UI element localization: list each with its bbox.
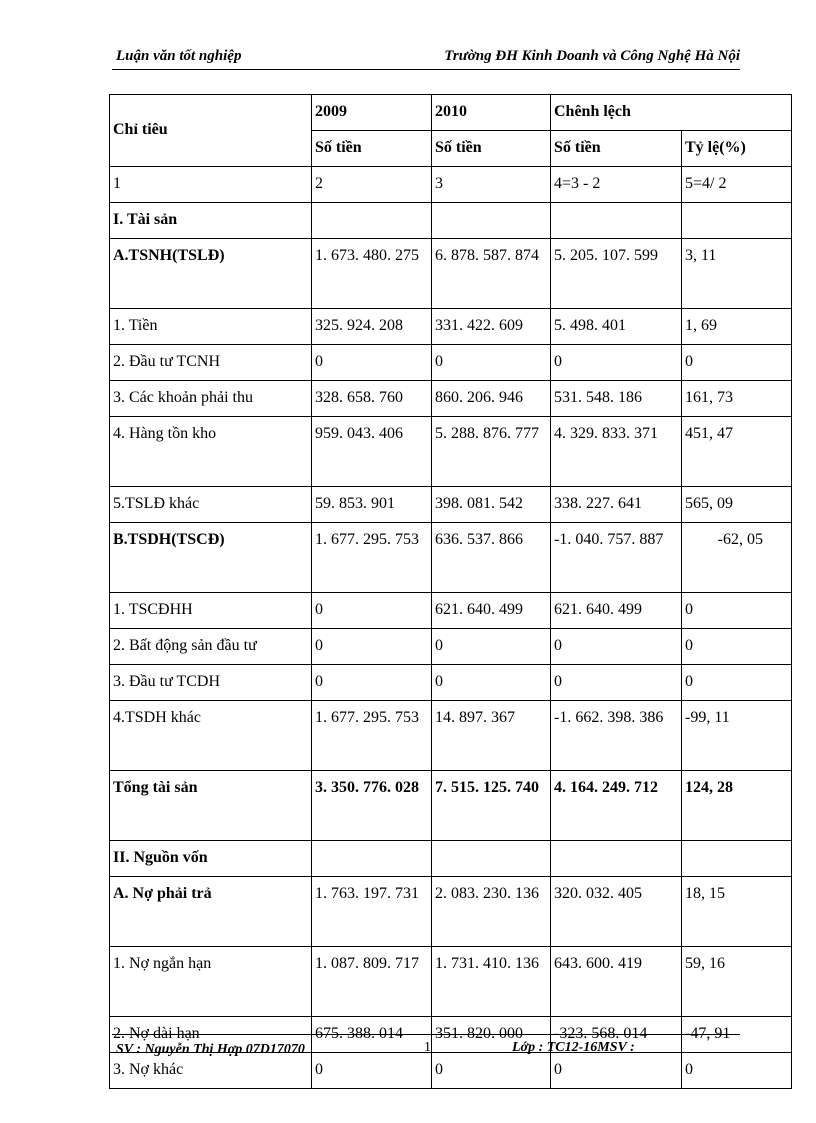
header-chi-tieu: Chỉ tiêu	[110, 95, 312, 167]
cell-2009: 1. 087. 809. 717	[312, 947, 432, 1017]
header-year-2010: 2010	[432, 95, 551, 131]
page-number: 1	[424, 1040, 431, 1055]
table-row	[110, 629, 792, 665]
cell-ratio: 3, 11	[682, 239, 792, 309]
cell-2010: 14. 897. 367	[432, 701, 551, 771]
cell-ratio	[682, 203, 792, 239]
table-row	[110, 167, 792, 203]
cell-2010: 3	[432, 167, 551, 203]
cell-2010: 860. 206. 946	[432, 381, 551, 417]
cell-chi-tieu: II. Nguồn vốn	[110, 841, 312, 877]
cell-chi-tieu: 4. Hàng tồn kho	[110, 417, 312, 487]
cell-ratio: 0	[682, 593, 792, 629]
cell-ratio: 0	[682, 1053, 792, 1089]
cell-diff: 338. 227. 641	[551, 487, 682, 523]
cell-2009: 0	[312, 1053, 432, 1089]
cell-chi-tieu: 1	[110, 167, 312, 203]
table-row	[110, 701, 792, 771]
cell-chi-tieu: 1. Nợ ngắn hạn	[110, 947, 312, 1017]
cell-2009: 0	[312, 629, 432, 665]
cell-ratio: -62, 05	[682, 523, 792, 593]
cell-ratio: 0	[682, 665, 792, 701]
cell-chi-tieu: Tổng tài sản	[110, 771, 312, 841]
cell-ratio: 161, 73	[682, 381, 792, 417]
cell-ratio: 0	[682, 629, 792, 665]
cell-2010: 5. 288. 876. 777	[432, 417, 551, 487]
cell-2009: 0	[312, 665, 432, 701]
cell-2010: 331. 422. 609	[432, 309, 551, 345]
balance-sheet-table	[109, 94, 792, 1089]
cell-chi-tieu: 3. Đầu tư TCDH	[110, 665, 312, 701]
cell-chi-tieu: B.TSDH(TSCĐ)	[110, 523, 312, 593]
cell-diff: 0	[551, 665, 682, 701]
cell-diff: 5. 498. 401	[551, 309, 682, 345]
cell-chi-tieu: 3. Nợ khác	[110, 1053, 312, 1089]
cell-diff	[551, 841, 682, 877]
cell-chi-tieu: 2. Nợ dài hạn	[110, 1017, 312, 1053]
table-row	[110, 523, 792, 593]
cell-2009: 1. 673. 480. 275	[312, 239, 432, 309]
cell-2009: 2	[312, 167, 432, 203]
cell-ratio: 0	[682, 345, 792, 381]
cell-2009: 3. 350. 776. 028	[312, 771, 432, 841]
cell-2010: 0	[432, 665, 551, 701]
cell-ratio: 5=4/ 2	[682, 167, 792, 203]
cell-2009: 959. 043. 406	[312, 417, 432, 487]
cell-ratio: -99, 11	[682, 701, 792, 771]
cell-chi-tieu: 1. TSCĐHH	[110, 593, 312, 629]
cell-ratio: 565, 09	[682, 487, 792, 523]
cell-diff	[551, 203, 682, 239]
footer-class-info: Lớp : TC12-16MSV :	[512, 1040, 635, 1055]
cell-2009: 675. 388. 014	[312, 1017, 432, 1053]
cell-chi-tieu: I. Tài sản	[110, 203, 312, 239]
header-so-tien-2010: Số tiền	[432, 131, 551, 167]
header-university-name: Trường ĐH Kinh Doanh và Công Nghệ Hà Nội	[444, 48, 740, 64]
table-row	[110, 593, 792, 629]
cell-chi-tieu: 1. Tiền	[110, 309, 312, 345]
cell-2010: 0	[432, 629, 551, 665]
table-row	[110, 487, 792, 523]
cell-ratio: 18, 15	[682, 877, 792, 947]
header-so-tien-diff: Số tiền	[551, 131, 682, 167]
cell-diff: 320. 032. 405	[551, 877, 682, 947]
cell-diff: 4. 329. 833. 371	[551, 417, 682, 487]
footer-divider	[112, 1034, 740, 1035]
cell-2010	[432, 203, 551, 239]
cell-2009: 1. 677. 295. 753	[312, 701, 432, 771]
header-chenh-lech: Chênh lệch	[551, 95, 792, 131]
table-row	[110, 877, 792, 947]
cell-2009: 1. 677. 295. 753	[312, 523, 432, 593]
cell-diff: 643. 600. 419	[551, 947, 682, 1017]
cell-2010: 1. 731. 410. 136	[432, 947, 551, 1017]
table-row	[110, 345, 792, 381]
cell-ratio: -47, 91	[682, 1017, 792, 1053]
page-header	[116, 48, 740, 70]
cell-diff: 0	[551, 345, 682, 381]
cell-ratio: 1, 69	[682, 309, 792, 345]
cell-diff: 4. 164. 249. 712	[551, 771, 682, 841]
cell-chi-tieu: 5.TSLĐ khác	[110, 487, 312, 523]
cell-2009	[312, 203, 432, 239]
cell-ratio	[682, 841, 792, 877]
cell-diff: 0	[551, 629, 682, 665]
footer-student-info: SV : Nguyễn Thị Hợp 07D17070	[116, 1042, 305, 1057]
cell-diff: 0	[551, 1053, 682, 1089]
cell-chi-tieu: 2. Đầu tư TCNH	[110, 345, 312, 381]
cell-2009: 1. 763. 197. 731	[312, 877, 432, 947]
table-row	[110, 947, 792, 1017]
cell-ratio: 59, 16	[682, 947, 792, 1017]
cell-2010: 621. 640. 499	[432, 593, 551, 629]
header-ty-le: Tỷ lệ(%)	[682, 131, 792, 167]
cell-2009: 0	[312, 345, 432, 381]
cell-chi-tieu: 3. Các khoản phải thu	[110, 381, 312, 417]
table-row	[110, 841, 792, 877]
cell-2010: 2. 083. 230. 136	[432, 877, 551, 947]
cell-2009	[312, 841, 432, 877]
table-row	[110, 417, 792, 487]
cell-2009: 325. 924. 208	[312, 309, 432, 345]
cell-2009: 328. 658. 760	[312, 381, 432, 417]
cell-chi-tieu: 4.TSDH khác	[110, 701, 312, 771]
table-row	[110, 309, 792, 345]
table-row	[110, 665, 792, 701]
table-row	[110, 381, 792, 417]
cell-2010: 398. 081. 542	[432, 487, 551, 523]
header-thesis-title: Luận văn tốt nghiệp	[116, 48, 242, 64]
table-row	[110, 203, 792, 239]
cell-diff: -323. 568. 014	[551, 1017, 682, 1053]
cell-diff: -1. 040. 757. 887	[551, 523, 682, 593]
cell-chi-tieu: 2. Bất động sản đầu tư	[110, 629, 312, 665]
cell-diff: 5. 205. 107. 599	[551, 239, 682, 309]
cell-2009: 59. 853. 901	[312, 487, 432, 523]
table-row	[110, 771, 792, 841]
cell-2010: 636. 537. 866	[432, 523, 551, 593]
cell-2010: 0	[432, 1053, 551, 1089]
table-row	[110, 239, 792, 309]
cell-2010: 7. 515. 125. 740	[432, 771, 551, 841]
header-row-years	[110, 95, 792, 131]
cell-chi-tieu: A.TSNH(TSLĐ)	[110, 239, 312, 309]
cell-2010: 351. 820. 000	[432, 1017, 551, 1053]
cell-diff: 531. 548. 186	[551, 381, 682, 417]
cell-diff: 4=3 - 2	[551, 167, 682, 203]
cell-2010: 6. 878. 587. 874	[432, 239, 551, 309]
cell-diff: -1. 662. 398. 386	[551, 701, 682, 771]
header-so-tien-2009: Số tiền	[312, 131, 432, 167]
cell-ratio: 124, 28	[682, 771, 792, 841]
header-year-2009: 2009	[312, 95, 432, 131]
cell-2009: 0	[312, 593, 432, 629]
header-divider	[112, 69, 740, 70]
cell-ratio: 451, 47	[682, 417, 792, 487]
cell-2010: 0	[432, 345, 551, 381]
cell-diff: 621. 640. 499	[551, 593, 682, 629]
cell-2010	[432, 841, 551, 877]
cell-chi-tieu: A. Nợ phải trả	[110, 877, 312, 947]
